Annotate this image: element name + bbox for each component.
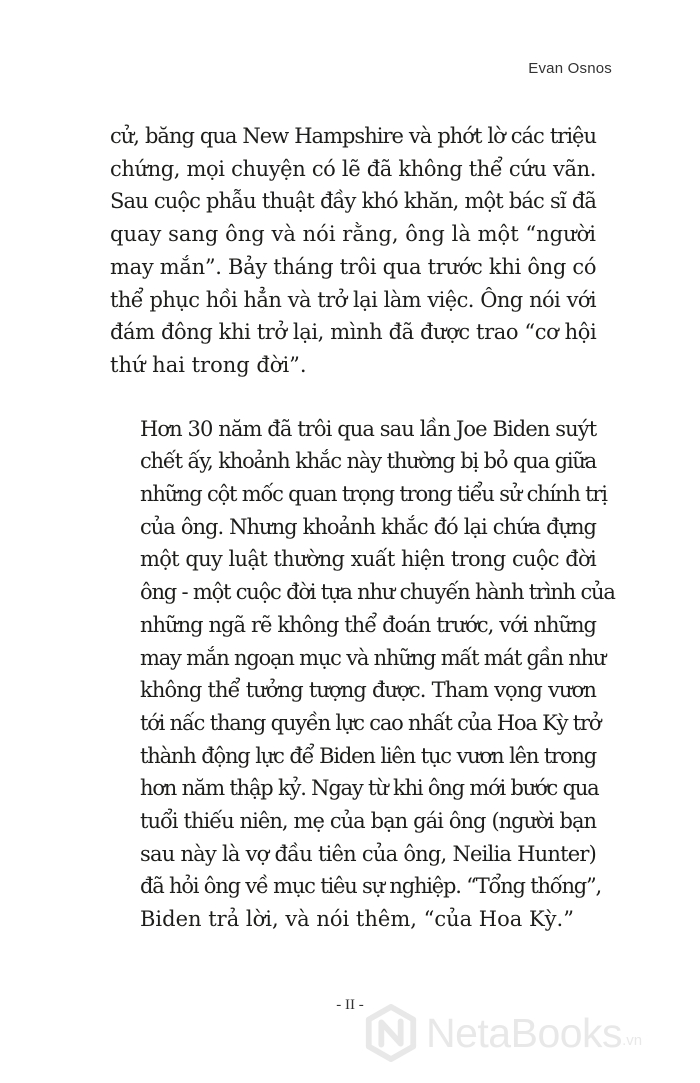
text-line: cử, băng qua New Hampshire và phớt lờ các triệu <box>110 124 596 148</box>
text-line: may mắn”. Bảy tháng trôi qua trước khi ông có <box>110 254 597 279</box>
text-line: thứ hai trong đời”. <box>110 352 307 377</box>
watermark-brand: NetaBooks <box>426 1009 623 1056</box>
watermark-suffix: .vn <box>622 1032 643 1049</box>
text-line: đám đông khi trở lại, mình đã được trao “cơ hội <box>110 320 597 345</box>
text-line: những ngã rẽ không thể đoán trước, với những <box>140 612 596 637</box>
text-line: chứng, mọi chuyện có lẽ đã không thể cứu vãn. <box>110 156 596 181</box>
running-head: Evan Osnos <box>528 60 612 77</box>
text-line: tuổi thiếu niên, mẹ của bạn gái ông (người bạn <box>140 809 596 834</box>
text-line: không thể tưởng tượng được. Tham vọng vươn <box>140 678 596 703</box>
body-text <box>110 120 615 936</box>
text-line: hơn năm thập kỷ. Ngay từ khi ông mới bước qua <box>140 776 599 801</box>
text-line: thành động lực để Biden liên tục vươn lên trong <box>140 743 596 768</box>
paragraph-1 <box>110 120 596 382</box>
text-line: chết ấy, khoảnh khắc này thường bị bỏ qua giữa <box>140 449 596 474</box>
watermark <box>362 1003 692 1063</box>
text-line: Sau cuộc phẫu thuật đầy khó khăn, một bác sĩ đã <box>110 189 596 214</box>
text-line: quay sang ông và nói rằng, ông là một “người <box>110 222 596 247</box>
page-number: - II - <box>336 997 364 1013</box>
text-line: những cột mốc quan trọng trong tiểu sử chính trị <box>140 482 607 507</box>
text-line: của ông. Nhưng khoảnh khắc đó lại chứa đựng <box>140 514 596 539</box>
text-line: may mắn ngoạn mục và những mất mát gần như <box>140 645 606 670</box>
text-line: sau này là vợ đầu tiên của ông, Neilia Hunter) <box>140 841 596 866</box>
text-line: thể phục hồi hẳn và trở lại làm việc. Ông nói với <box>110 287 596 312</box>
text-line: ông - một cuộc đời tựa như chuyến hành trình của <box>140 580 615 605</box>
paragraph-2 <box>110 413 615 936</box>
text-line: Biden trả lời, và nói thêm, “của Hoa Kỳ.” <box>140 907 574 932</box>
text-line: đã hỏi ông về mục tiêu sự nghiệp. “Tổng thống”, <box>140 874 602 899</box>
text-line: một quy luật thường xuất hiện trong cuộc đời <box>140 547 596 572</box>
netabooks-logo-icon <box>362 1004 420 1062</box>
text-line: Hơn 30 năm đã trôi qua sau lần Joe Biden suýt <box>140 416 597 441</box>
text-line: tới nấc thang quyền lực cao nhất của Hoa Kỳ trở <box>140 710 601 735</box>
